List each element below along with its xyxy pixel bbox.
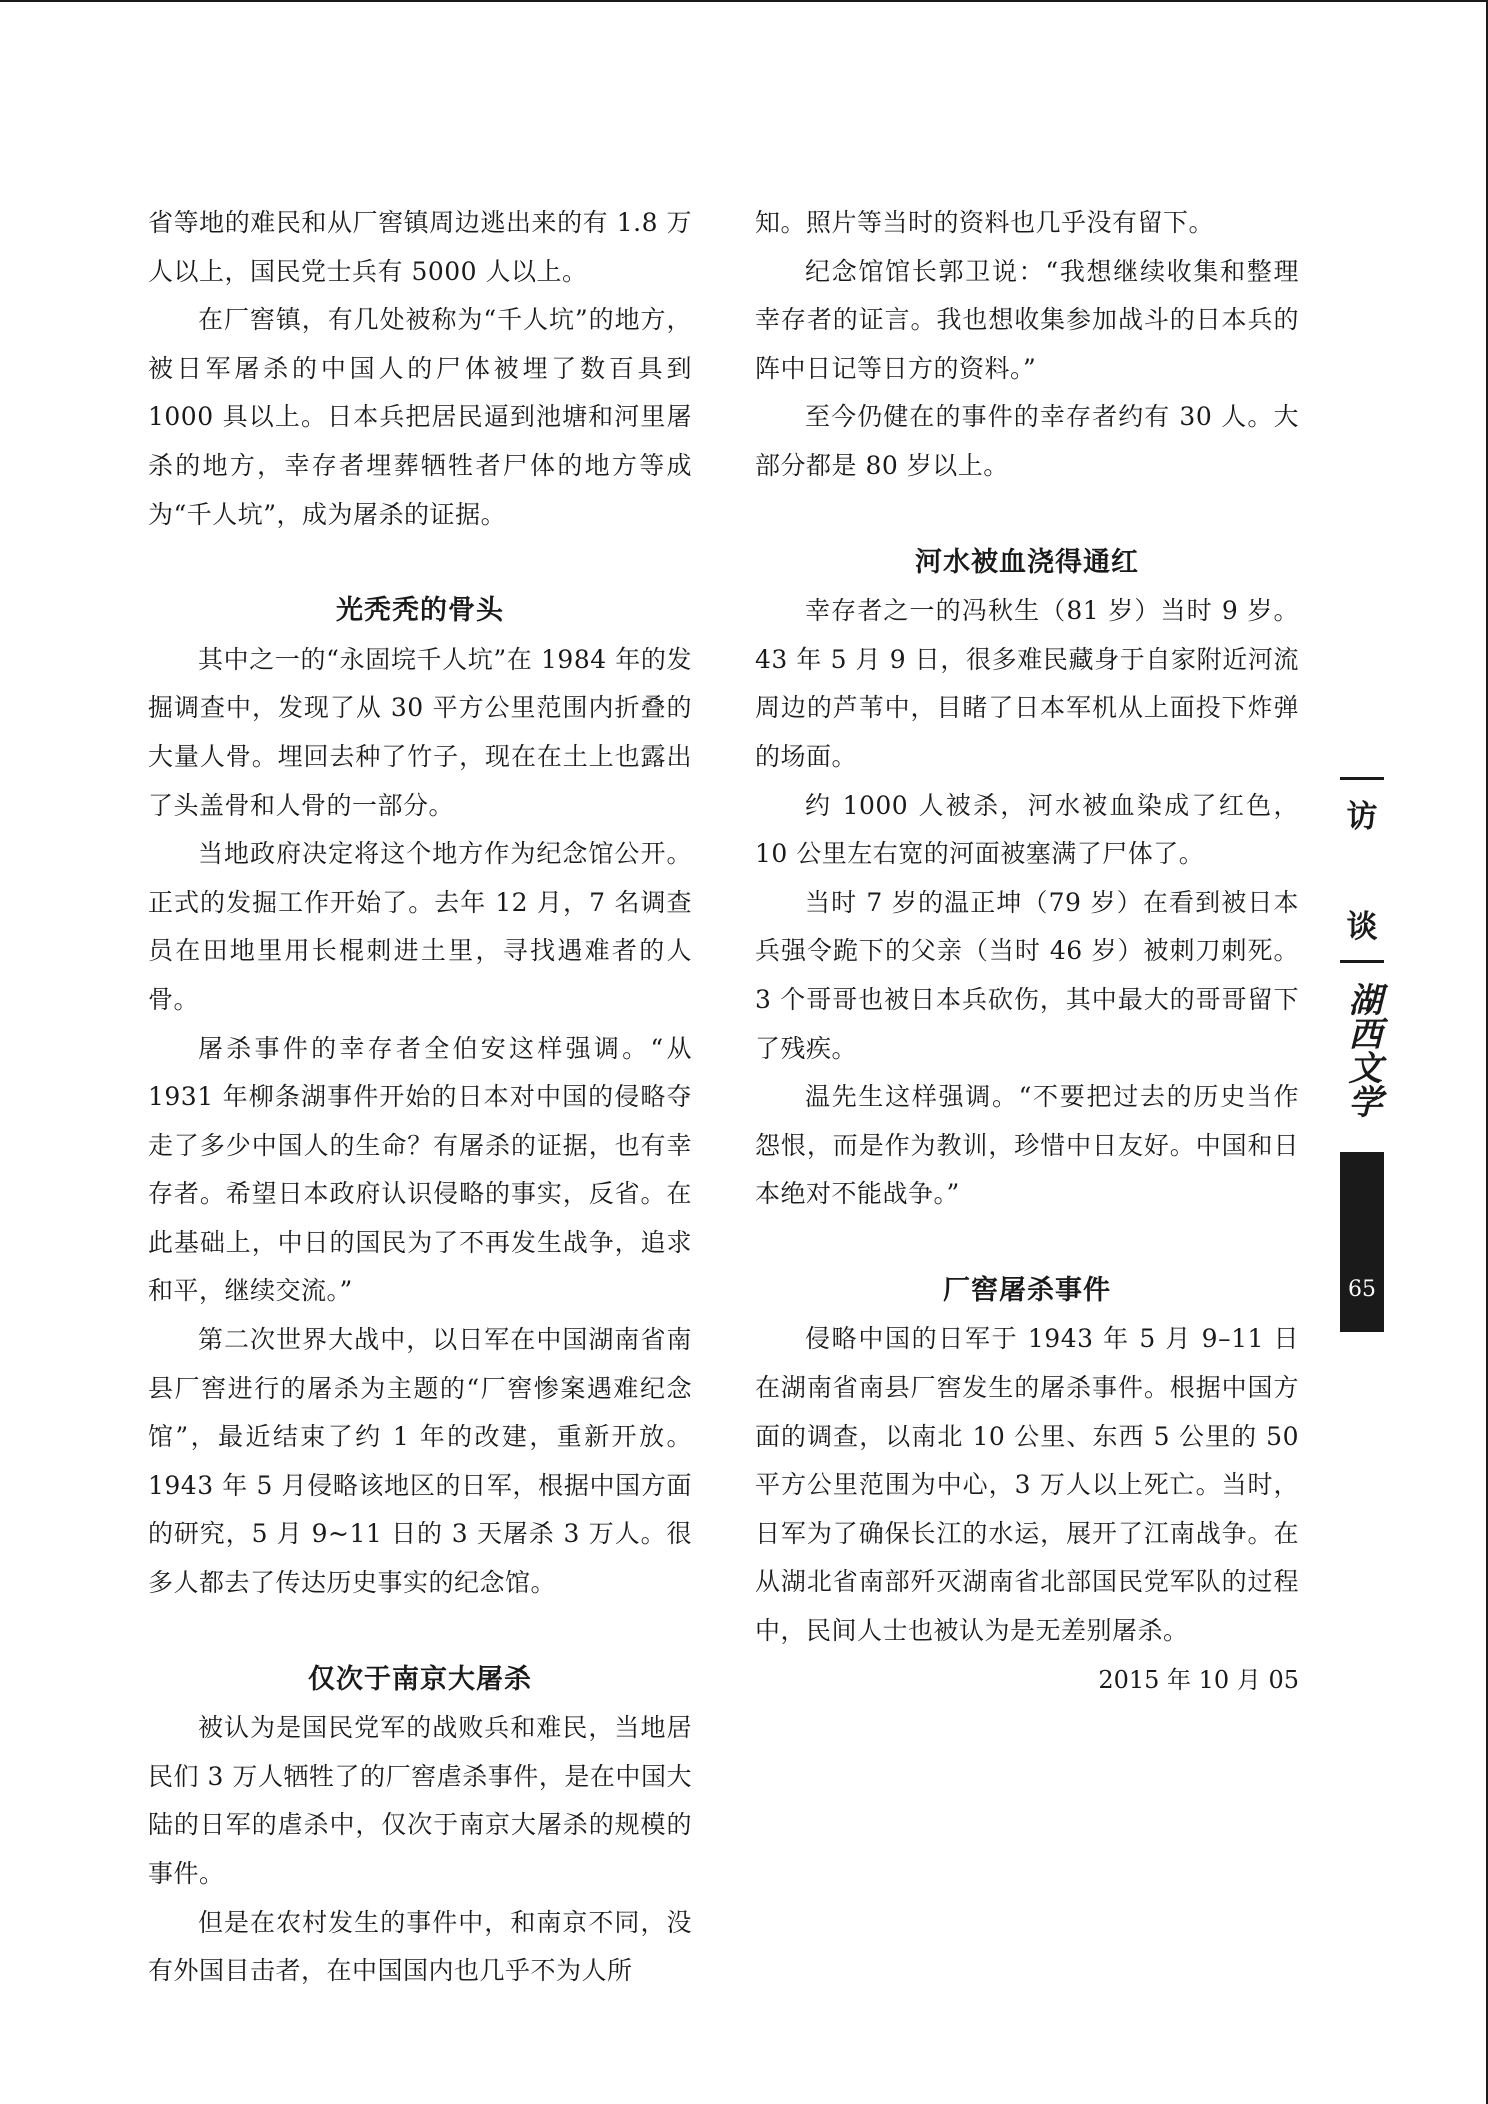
section-gap [755, 1219, 1299, 1267]
paragraph: 知。照片等当时的资料也几乎没有留下。 [755, 208, 1215, 237]
left-column [148, 199, 692, 1996]
paragraph: 约 1000 人被杀，河水被血染成了红色，10 公里左右宽的河面被塞满了尸体了。 [755, 790, 1299, 869]
paragraph: 屠杀事件的幸存者全伯安这样强调。“从 1931 年柳条湖事件开始的日本对中国的侵略夺走了多少中国人的生命？有屠杀的证据，也有幸存者。希望日本政府认识侵略的事实，反省。在此基础上，中日的国民为了不再发生战争，追求和平，继续交流。” [148, 1033, 692, 1306]
paragraph: 第二次世界大战中，以日军在中国湖南省南县厂窖进行的屠杀为主题的“厂窖惨案遇难纪念馆”，最近结束了约 1 年的改建，重新开放。1943 年 5 月侵略该地区的日军，根据中国方面的研究，5 月 9~11 日的 3 天屠杀 3 万人。很多人都去了传达历史事实的纪念馆。 [148, 1325, 692, 1598]
right-column [755, 199, 1299, 1704]
paragraph: 纪念馆馆长郭卫说：“我想继续收集和整理幸存者的证言。我也想收集参加战斗的日本兵的阵中日记等日方的资料。” [755, 256, 1299, 383]
tab-rule-top [1340, 777, 1384, 780]
paragraph: 至今仍健在的事件的幸存者约有 30 人。大部分都是 80 岁以上。 [755, 402, 1299, 480]
section-tab-char: 访 [1346, 799, 1378, 835]
paragraph: 侵略中国的日军于 1943 年 5 月 9–11 日在湖南省南县厂窖发生的屠杀事件。根据中国方面的调查，以南北 10 公里、东西 5 公里的 50 平方公里范围为中心，3 万人以上死亡。当时，日军为了确保长江的水运，展开了江南战争。在从湖北省南部歼灭湖南省北部国民党军队的过程中，民间人士也被认为是无差别屠杀。 [755, 1324, 1299, 1646]
section-tab-char: 谈 [1346, 909, 1378, 945]
journal-logo-text: 湖西文学 [1342, 982, 1382, 1118]
section-gap [755, 491, 1299, 539]
paragraph: 其中之一的“永固垸千人坑”在 1984 年的发掘调查中，发现了从 30 平方公里范围内折叠的大量人骨。埋回去种了竹子，现在在土上也露出了头盖骨和人骨的一部分。 [148, 644, 692, 820]
journal-logo [1340, 982, 1384, 1118]
tab-rule-bottom [1340, 960, 1384, 963]
page-number-block [1340, 1152, 1384, 1332]
paragraph: 被认为是国民党军的战败兵和难民，当地居民们 3 万人牺牲了的厂窖虐杀事件，是在中国大陆的日军的虐杀中，仅次于南京大屠杀的规模的事件。 [148, 1713, 692, 1888]
paragraph: 温先生这样强调。“不要把过去的历史当作怨恨，而是作为教训，珍惜中日友好。中国和日本绝对不能战争。” [755, 1082, 1299, 1209]
section-heading: 仅次于南京大屠杀 [308, 1663, 532, 1695]
paragraph: 但是在农村发生的事件中，和南京不同，没有外国目击者，在中国国内也几乎不为人所 [148, 1907, 692, 1986]
publication-date: 2015 年 10 月 05 [1098, 1665, 1299, 1694]
paragraph: 省等地的难民和从厂窖镇周边逃出来的有 1.8 万人以上，国民党士兵有 5000 人以上。 [148, 208, 692, 286]
section-heading: 光秃秃的骨头 [336, 595, 504, 627]
paragraph: 在厂窖镇，有几处被称为“千人坑”的地方，被日军屠杀的中国人的尸体被埋了数百具到 1000 具以上。日本兵把居民逼到池塘和河里屠杀的地方，幸存者埋葬牺牲者尸体的地方等成为“千人坑”，成为屠杀的证据。 [148, 305, 692, 529]
sidebar-heading: 厂窖屠杀事件 [943, 1274, 1111, 1306]
paragraph: 当地政府决定将这个地方作为纪念馆公开。正式的发掘工作开始了。去年 12 月，7 名调查员在田地里用长棍刺进土里，寻找遇难者的人骨。 [148, 839, 692, 1014]
section-gap [148, 539, 692, 587]
section-gap [148, 1608, 692, 1656]
paragraph: 当时 7 岁的温正坤（79 岁）在看到被日本兵强令跪下的父亲（当时 46 岁）被刺刀刺死。3 个哥哥也被日本兵砍伤，其中最大的哥哥留下了残疾。 [755, 887, 1299, 1063]
section-heading: 河水被血浇得通红 [915, 546, 1139, 578]
page-number: 65 [1348, 1277, 1376, 1302]
paragraph: 幸存者之一的冯秋生（81 岁）当时 9 岁。43 年 5 月 9 日，很多难民藏身于自家附近河流周边的芦苇中，目睹了日本军机从上面投下炸弹的场面。 [755, 596, 1299, 771]
